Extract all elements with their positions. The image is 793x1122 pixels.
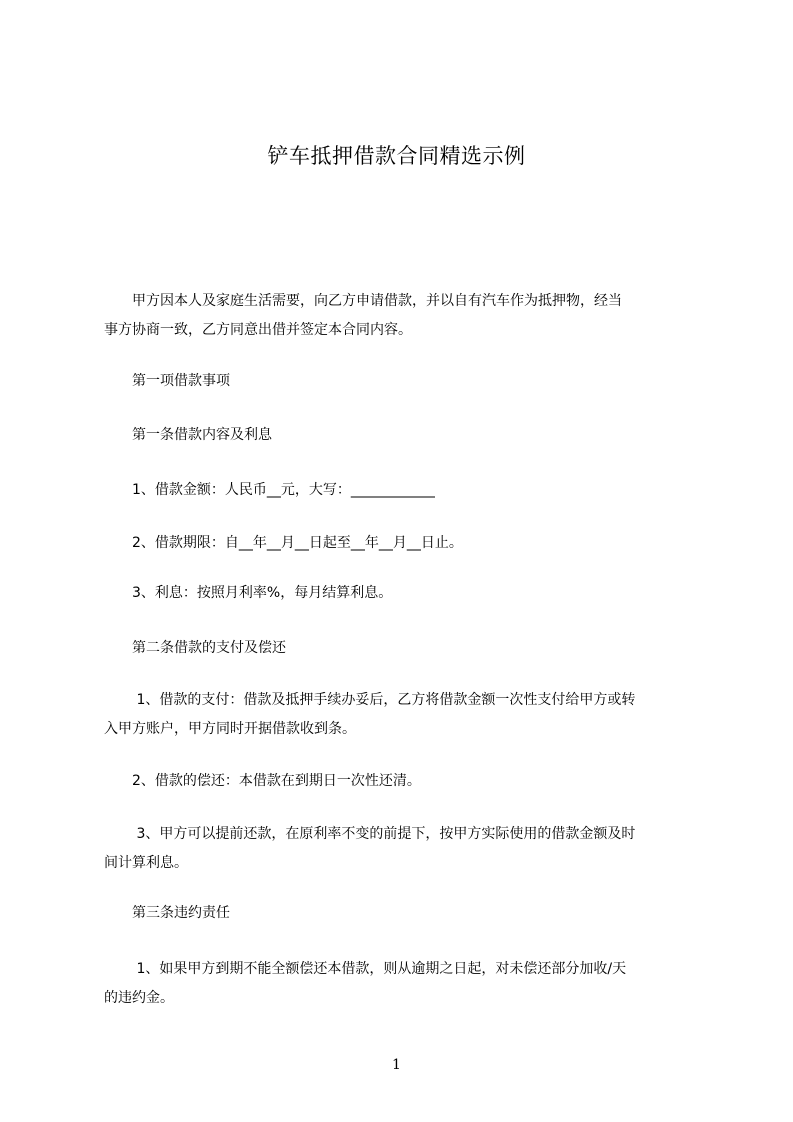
paragraph-line: 2、借款的偿还：本借款在到期日一次性还清。 <box>104 773 421 789</box>
paragraph-line: 事方协商一致，乙方同意出借并签定本合同内容。 <box>104 322 412 338</box>
article-heading-1 <box>104 421 694 450</box>
paragraph-line: 第一项借款事项 <box>104 373 230 389</box>
clause-loan-payment <box>104 686 694 744</box>
article-heading-2 <box>104 634 694 663</box>
clause-loan-repayment <box>104 767 694 796</box>
paragraph-line: 第二条借款的支付及偿还 <box>104 640 286 656</box>
clause-loan-term <box>104 529 694 558</box>
paragraph-line: 甲方因本人及家庭生活需要，向乙方申请借款，并以自有汽车作为抵押物，经当 <box>104 293 622 309</box>
paragraph-line: 第一条借款内容及利息 <box>104 427 272 443</box>
document-title: 铲车抵押借款合同精选示例 <box>267 144 526 168</box>
paragraph-line: 1、借款的支付：借款及抵押手续办妥后，乙方将借款金额一次性支付给甲方或转 <box>104 692 636 708</box>
clause-early-repayment <box>104 820 694 878</box>
section-heading-loan-matters <box>104 367 694 396</box>
paragraph-line: 入甲方账户，甲方同时开据借款收到条。 <box>104 721 356 737</box>
clause-loan-amount <box>104 476 694 505</box>
paragraph-intro <box>104 287 694 345</box>
paragraph-line: 第三条违约责任 <box>104 905 230 921</box>
page-number: 1 <box>392 1057 401 1073</box>
paragraph-line: 2、借款期限：自__年__月__日起至__年__月__日止。 <box>104 535 463 551</box>
clause-interest <box>104 579 694 608</box>
paragraph-line: 间计算利息。 <box>104 855 188 871</box>
paragraph-line: 的违约金。 <box>104 990 174 1006</box>
paragraph-line: 3、甲方可以提前还款，在原利率不变的前提下，按甲方实际使用的借款金额及时 <box>104 826 636 842</box>
article-heading-3 <box>104 899 694 928</box>
paragraph-line: 1、如果甲方到期不能全额偿还本借款，则从逾期之日起，对未偿还部分加收/天 <box>104 961 627 977</box>
paragraph-line: 1、借款金额：人民币__元，大写：____________ <box>104 482 435 498</box>
clause-default-penalty <box>104 955 694 1013</box>
paragraph-line: 3、利息：按照月利率%，每月结算利息。 <box>104 585 393 601</box>
